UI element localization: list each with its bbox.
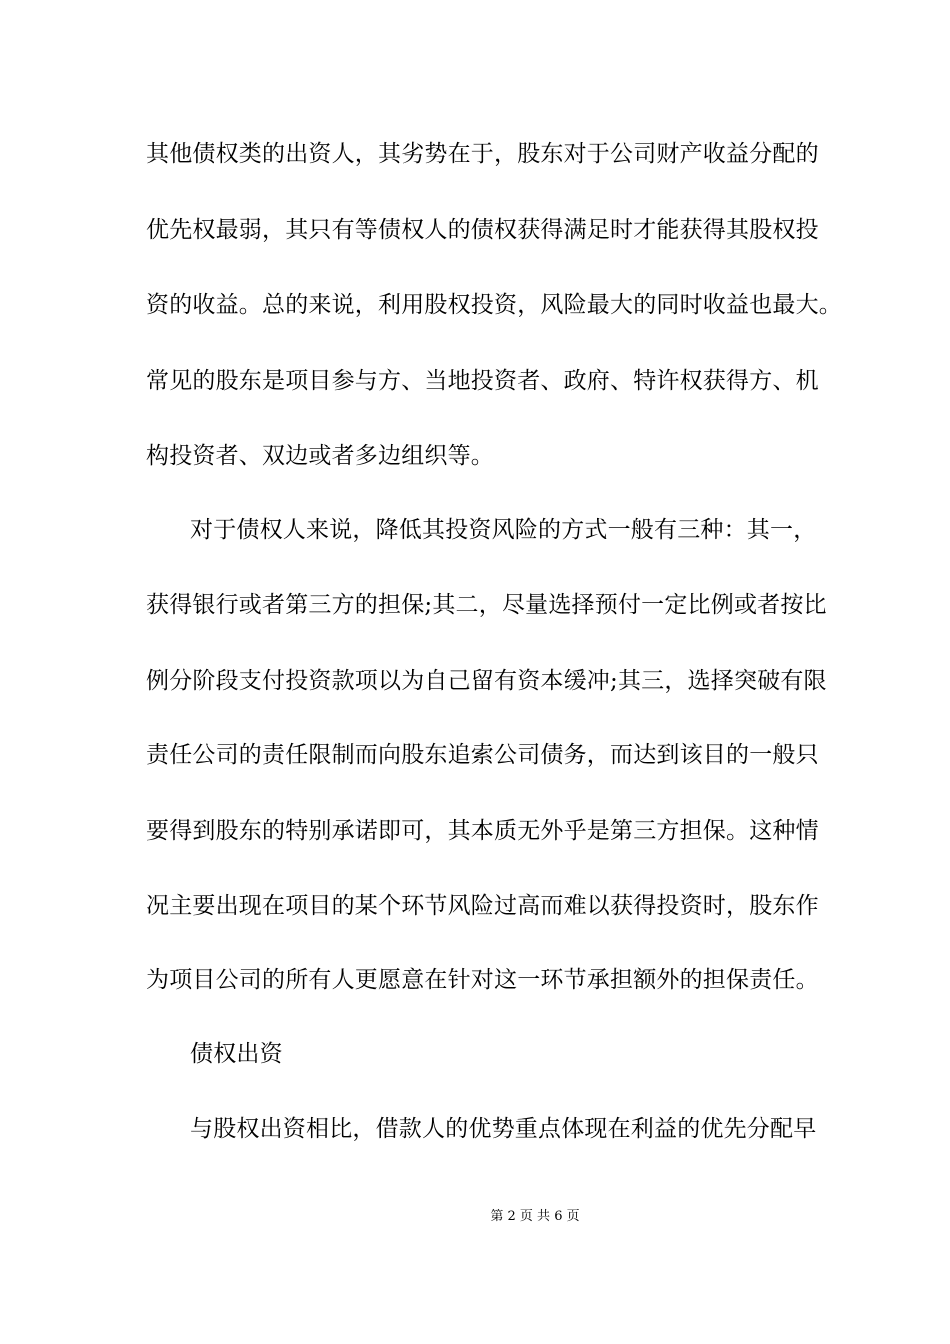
body-line: 况主要出现在项目的某个环节风险过高而难以获得投资时，股东作 xyxy=(146,893,819,919)
body-line: 要得到股东的特别承诺即可，其本质无外乎是第三方担保。这种情 xyxy=(146,818,819,844)
body-line: 对于债权人来说，降低其投资风险的方式一般有三种：其一， xyxy=(190,517,817,543)
body-line: 获得银行或者第三方的担保;其二，尽量选择预付一定比例或者按比 xyxy=(146,592,827,618)
page-footer xyxy=(0,1208,950,1226)
body-line: 常见的股东是项目参与方、当地投资者、政府、特许权获得方、机 xyxy=(146,368,819,394)
page-number-label: 第 2 页 共 6 页 xyxy=(490,1209,580,1224)
body-line: 优先权最弱，其只有等债权人的债权获得满足时才能获得其股权投 xyxy=(146,217,819,243)
body-line: 构投资者、双边或者多边组织等。 xyxy=(146,443,494,469)
body-line: 与股权出资相比，借款人的优势重点体现在利益的优先分配早 xyxy=(190,1116,817,1142)
body-line: 责任公司的责任限制而向股东追索公司债务，而达到该目的一般只 xyxy=(146,742,819,768)
body-line: 为项目公司的所有人更愿意在针对这一环节承担额外的担保责任。 xyxy=(146,967,819,993)
body-line: 资的收益。总的来说，利用股权投资，风险最大的同时收益也最大。 xyxy=(146,292,842,318)
section-heading: 债权出资 xyxy=(190,1041,283,1067)
body-line: 其他债权类的出资人，其劣势在于，股东对于公司财产收益分配的 xyxy=(146,141,819,167)
body-line: 例分阶段支付投资款项以为自己留有资本缓冲;其三，选择突破有限 xyxy=(146,668,827,694)
